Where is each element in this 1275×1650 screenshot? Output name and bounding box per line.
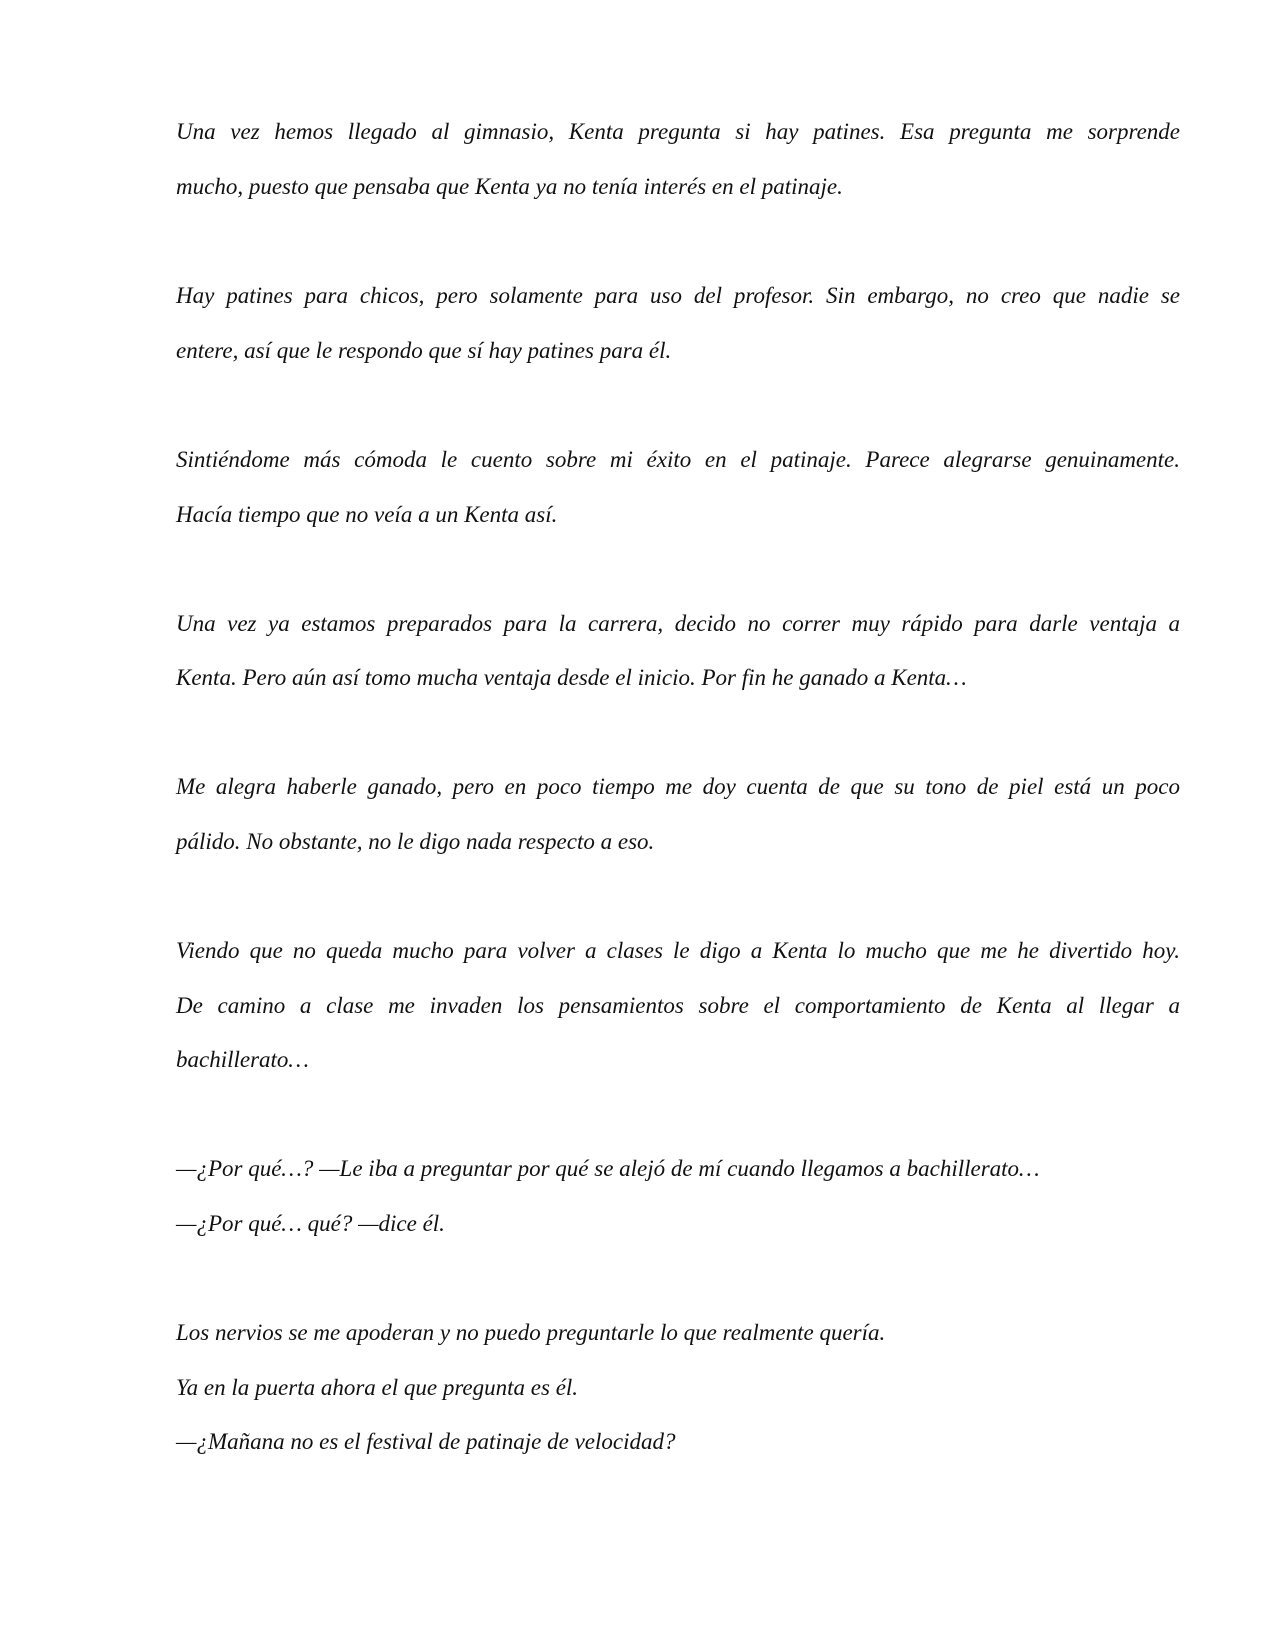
paragraph-line: Hay patines para chicos, pero solamente para uso del profesor. Sin embargo, no creo que nadie se — [176, 283, 1180, 308]
paragraph-line: Me alegra haberle ganado, pero en poco tiempo me doy cuenta de que su tono de piel está un poco — [176, 774, 1180, 799]
paragraph-line: pálido. No obstante, no le digo nada respecto a eso. — [176, 829, 655, 854]
dialogue-line: —¿Mañana no es el festival de patinaje de velocidad? — [176, 1429, 676, 1454]
paragraph-line: De camino a clase me invaden los pensamientos sobre el comportamiento de Kenta al llegar a — [176, 993, 1180, 1018]
paragraph-line: bachillerato… — [176, 1047, 309, 1072]
dialogue-line: —¿Por qué… qué? —dice él. — [176, 1211, 445, 1236]
paragraph-line: entere, así que le respondo que sí hay patines para él. — [176, 338, 672, 363]
paragraph-line: Los nervios se me apoderan y no puedo preguntarle lo que realmente quería. — [176, 1320, 886, 1345]
paragraph-line: Sintiéndome más cómoda le cuento sobre mi éxito en el patinaje. Parece alegrarse genuinamente. — [176, 447, 1180, 472]
paragraph-line: mucho, puesto que pensaba que Kenta ya no tenía interés en el patinaje. — [176, 174, 843, 199]
paragraph-line: Kenta. Pero aún así tomo mucha ventaja desde el inicio. Por fin he ganado a Kenta… — [176, 665, 967, 690]
paragraph-line: Viendo que no queda mucho para volver a clases le digo a Kenta lo mucho que me he divertido hoy. — [176, 938, 1180, 963]
paragraph-line: Una vez hemos llegado al gimnasio, Kenta pregunta si hay patines. Esa pregunta me sorprende — [176, 119, 1180, 144]
paragraph-line: Una vez ya estamos preparados para la carrera, decido no correr muy rápido para darle ventaja a — [176, 611, 1180, 636]
paragraph-line: Hacía tiempo que no veía a un Kenta así. — [176, 502, 558, 527]
paragraph-line: Ya en la puerta ahora el que pregunta es él. — [176, 1375, 579, 1400]
dialogue-line: —¿Por qué…? —Le iba a preguntar por qué se alejó de mí cuando llegamos a bachillerato… — [176, 1156, 1040, 1181]
